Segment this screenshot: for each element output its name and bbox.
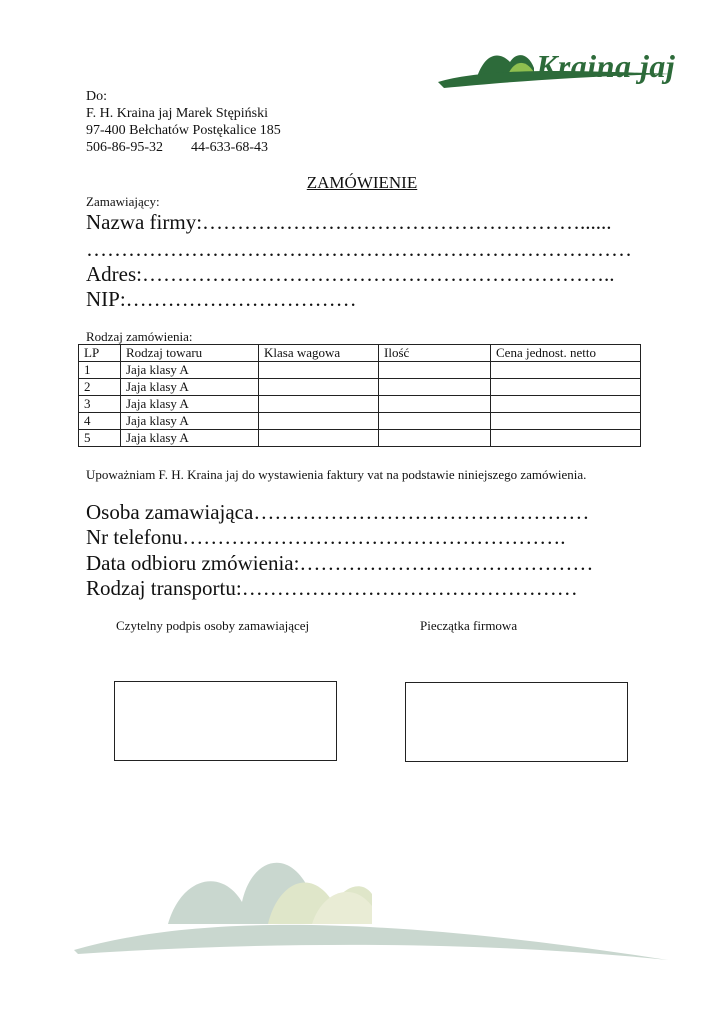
address-field[interactable]: Adres:………………………………………………………….. — [86, 262, 615, 286]
phone-1: 506-86-95-32 — [86, 140, 163, 155]
authorization-text: Upoważniam F. H. Kraina jaj do wystawienia faktury vat na podstawie niniejszego zamówienia. — [86, 467, 587, 482]
product-cell: Jaja klasy A — [121, 379, 259, 396]
document-title: ZAMÓWIENIE — [306, 173, 418, 192]
lp-cell: 3 — [79, 396, 121, 413]
company-name-field[interactable]: Nazwa firmy:………………………………………………...... — [86, 210, 612, 234]
stamp-box[interactable] — [405, 682, 628, 762]
weight-class-cell[interactable] — [259, 413, 379, 430]
product-cell: Jaja klasy A — [121, 362, 259, 379]
quantity-cell[interactable] — [379, 396, 491, 413]
to-label: Do: — [86, 89, 107, 104]
company-name-continuation[interactable]: …………………………………………………………………… — [86, 237, 632, 261]
signature-label: Czytelny podpis osoby zamawiającej — [116, 618, 310, 633]
lp-cell: 5 — [79, 430, 121, 447]
quantity-cell[interactable] — [379, 413, 491, 430]
quantity-cell[interactable] — [379, 362, 491, 379]
order-table — [78, 344, 641, 447]
recipient-address — [86, 88, 281, 156]
order-type-label: Rodzaj zamówienia: — [86, 329, 193, 344]
quantity-cell[interactable] — [379, 430, 491, 447]
product-cell: Jaja klasy A — [121, 430, 259, 447]
company-name: F. H. Kraina jaj Marek Stępiński — [86, 106, 269, 121]
signature-box[interactable] — [114, 681, 337, 761]
column-header: Ilość — [379, 345, 491, 362]
column-header: Cena jednost. netto — [491, 345, 641, 362]
phone-field[interactable]: Nr telefonu………………………………………………. — [86, 525, 566, 549]
pickup-date-field[interactable]: Data odbioru zmówienia:…………………………………… — [86, 551, 594, 575]
weight-class-cell[interactable] — [259, 362, 379, 379]
column-header: LP — [79, 345, 121, 362]
table-row — [79, 379, 641, 396]
ordering-label: Zamawiający: — [86, 194, 160, 209]
price-cell[interactable] — [491, 430, 641, 447]
nip-field[interactable]: NIP:…………………………… — [86, 287, 357, 311]
column-header: Rodzaj towaru — [121, 345, 259, 362]
product-cell: Jaja klasy A — [121, 396, 259, 413]
weight-class-cell[interactable] — [259, 430, 379, 447]
lp-cell: 2 — [79, 379, 121, 396]
ordering-person-field[interactable]: Osoba zamawiająca………………………………………… — [86, 500, 590, 524]
footer-hills-icon — [72, 846, 672, 966]
phone-numbers — [86, 139, 281, 156]
lp-cell: 4 — [79, 413, 121, 430]
transport-type-field[interactable]: Rodzaj transportu:………………………………………… — [86, 576, 578, 600]
phone-2: 44-633-68-43 — [191, 140, 268, 155]
table-row — [79, 413, 641, 430]
price-cell[interactable] — [491, 379, 641, 396]
quantity-cell[interactable] — [379, 379, 491, 396]
price-cell[interactable] — [491, 396, 641, 413]
street-address: 97-400 Bełchatów Postękalice 185 — [86, 123, 281, 138]
table-row — [79, 362, 641, 379]
table-header-row — [79, 345, 641, 362]
logo-text: Kraina jaj — [536, 48, 676, 84]
product-cell: Jaja klasy A — [121, 413, 259, 430]
price-cell[interactable] — [491, 362, 641, 379]
stamp-label: Pieczątka firmowa — [420, 618, 518, 633]
column-header: Klasa wagowa — [259, 345, 379, 362]
price-cell[interactable] — [491, 413, 641, 430]
table-row — [79, 396, 641, 413]
table-row — [79, 430, 641, 447]
weight-class-cell[interactable] — [259, 396, 379, 413]
lp-cell: 1 — [79, 362, 121, 379]
weight-class-cell[interactable] — [259, 379, 379, 396]
